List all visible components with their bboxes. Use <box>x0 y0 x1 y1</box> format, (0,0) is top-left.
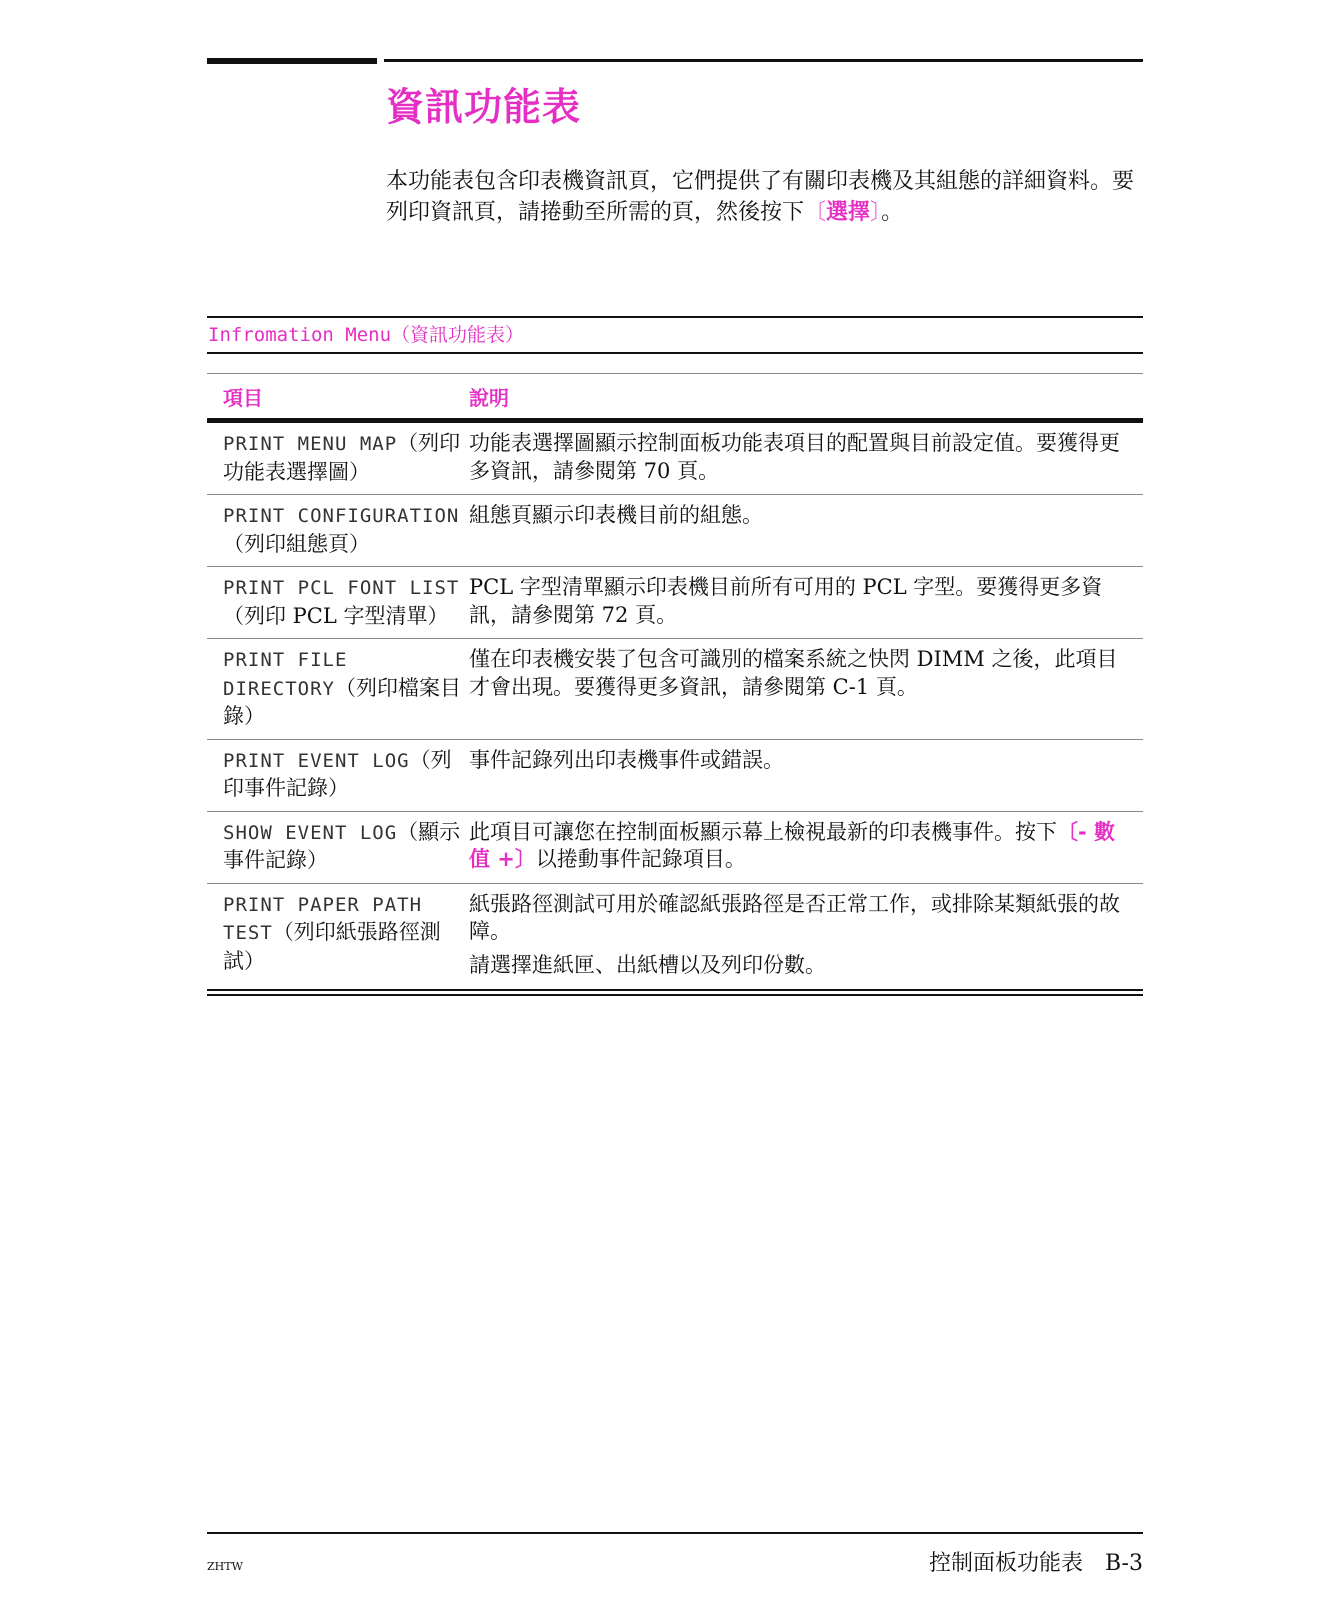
intro-key-label: 選擇 <box>826 200 871 225</box>
intro-paragraph <box>386 166 1146 228</box>
row-item <box>207 891 465 980</box>
item-code: SHOW EVENT LOG <box>223 821 398 844</box>
item-code: PRINT PAPER PATH TEST <box>223 893 423 944</box>
item-zh: （列印功能表選擇圖） <box>223 431 461 484</box>
table-row <box>207 740 1143 812</box>
table-row <box>207 639 1143 740</box>
row-item <box>207 430 465 486</box>
caption-zh: （資訊功能表） <box>391 324 525 346</box>
header-rule-left <box>207 58 377 64</box>
row-item <box>207 574 465 630</box>
col-header-description: 說明 <box>469 385 509 410</box>
row-item <box>207 646 465 731</box>
item-zh: （列印組態頁） <box>223 531 370 556</box>
col-header-item: 項目 <box>223 385 263 410</box>
table-bottom-rule-2 <box>207 994 1143 996</box>
row-item <box>207 747 465 803</box>
item-zh: （列印紙張路徑測試） <box>223 920 441 973</box>
item-code: PRINT CONFIGURATION <box>223 505 460 527</box>
item-code: PRINT EVENT LOG <box>223 749 410 772</box>
row-description: PCL 字型清單顯示印表機目前所有可用的 PCL 字型。要獲得更多資訊，請參閱第 72 頁。 <box>469 575 1103 627</box>
row-description: 功能表選擇圖顯示控制面板功能表項目的配置與目前設定值。要獲得更多資訊，請參閱第 70 頁。 <box>469 431 1120 483</box>
table-row <box>207 884 1143 988</box>
row-item <box>207 819 465 875</box>
row-description: 組態頁顯示印表機目前的組態。 <box>469 503 763 527</box>
value-key-label: 〔- 數值 +〕 <box>469 819 1116 871</box>
table-header <box>207 374 1143 418</box>
desc-text: 此項目可讓您在控制面板顯示幕上檢視最新的印表機事件。按下 <box>469 819 1057 844</box>
row-description <box>465 891 1143 980</box>
row-description: 僅在印表機安裝了包含可識別的檔案系統之快閃 DIMM 之後，此項目才會出現。要獲得更多資訊，請參閱第 C-1 頁。 <box>469 647 1118 699</box>
table-body <box>207 423 1143 987</box>
table-bottom-rule <box>207 989 1143 991</box>
desc-text-after: 以捲動事件記錄項目。 <box>535 847 746 871</box>
caption-en: Infromation Menu <box>208 324 392 346</box>
header-rule-right <box>384 59 1143 62</box>
item-zh: （列印事件記錄） <box>223 747 452 800</box>
footer-page-ref: 控制面板功能表 B-3 <box>928 1551 1143 1576</box>
intro-key-close: 〕 <box>870 200 882 225</box>
table-row <box>207 423 1143 495</box>
intro-text: 本功能表包含印表機資訊頁，它們提供了有關印表機及其組態的詳細資料。要列印資訊頁，請捲動至所需的頁，然後按下 <box>386 169 1135 225</box>
intro-end: 。 <box>881 200 904 225</box>
item-zh: （列印檔案目錄） <box>223 675 461 728</box>
table-row <box>207 567 1143 639</box>
item-code: PRINT FILE DIRECTORY <box>223 649 348 700</box>
row-description <box>465 819 1143 875</box>
information-menu-table <box>207 316 1143 996</box>
item-zh: （顯示事件記錄） <box>223 819 461 872</box>
row-item <box>207 502 465 558</box>
item-code: PRINT MENU MAP <box>223 433 398 455</box>
page-title: 資訊功能表 <box>386 85 582 129</box>
intro-key-open: 〔 <box>804 200 827 225</box>
footer-rule <box>207 1532 1143 1534</box>
desc-paragraph: 紙張路徑測試可用於確認紙張路徑是否正常工作，或排除某類紙張的故障。 <box>469 891 1120 943</box>
table-row <box>207 812 1143 884</box>
table-row <box>207 495 1143 567</box>
item-zh: （列印 PCL 字型清單） <box>223 603 449 628</box>
table-caption <box>207 318 1143 352</box>
footer-locale: ZHTW <box>207 1560 243 1573</box>
desc-paragraph-2: 請選擇進紙匣、出紙槽以及列印份數。 <box>469 952 826 977</box>
row-description: 事件記錄列出印表機事件或錯誤。 <box>469 747 784 772</box>
item-code: PRINT PCL FONT LIST <box>223 577 460 599</box>
